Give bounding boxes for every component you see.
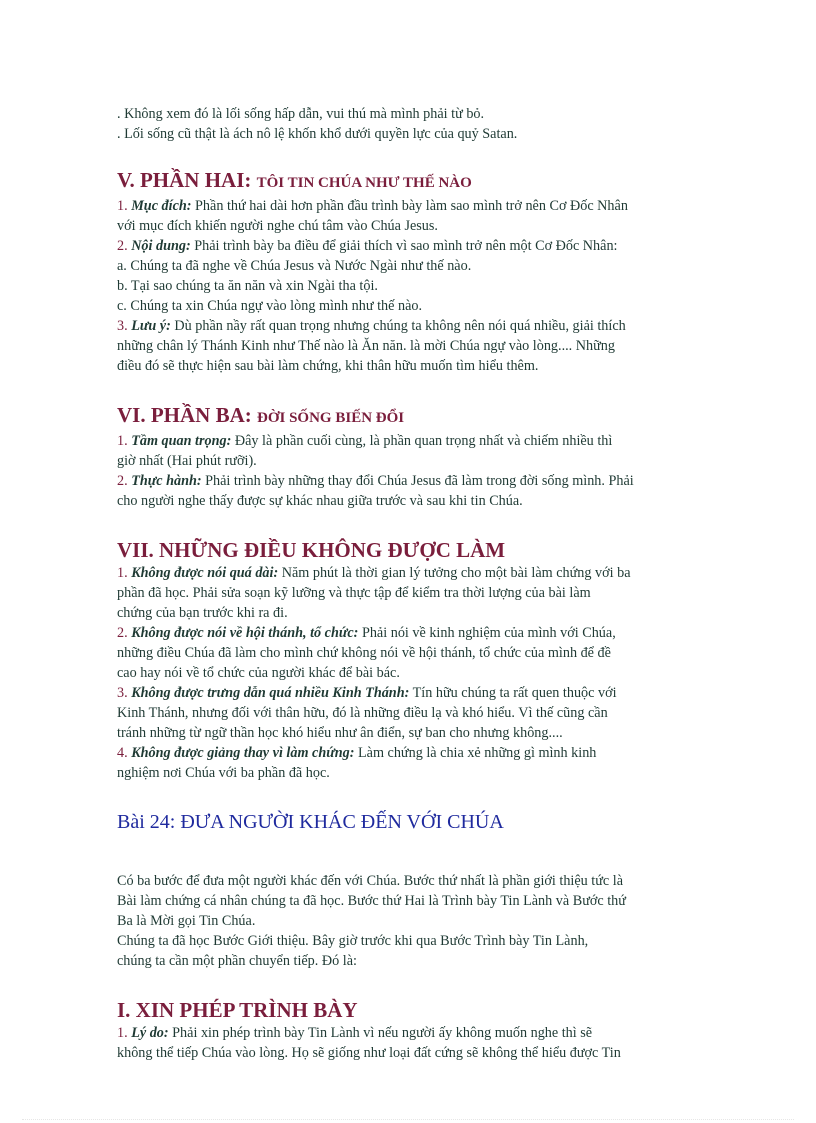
section-7-heading: VII. NHỮNG ĐIỀU KHÔNG ĐƯỢC LÀM: [117, 538, 506, 562]
sec5-item2-b: b. Tại sao chúng ta ăn năn và xin Ngài tha tội.: [117, 278, 378, 294]
sec5-item3: 3. Lưu ý: Dù phần nầy rất quan trọng nhưng chúng ta không nên nói quá nhiều, giải thích: [117, 318, 626, 334]
sec1-item1-cont: không thể tiếp Chúa vào lòng. Họ sẽ giống như loại đất cứng sẽ không thể hiểu được Tin: [117, 1045, 621, 1061]
sec5-item2: 2. Nội dung: Phải trình bày ba điều để giải thích vì sao mình trở nên một Cơ Đốc Nhân:: [117, 238, 618, 254]
section-6-subtitle: ĐỜI SỐNG BIẾN ĐỔI: [257, 410, 405, 426]
sec7-item1-cont2: chứng của bạn trước khi ra đi.: [117, 605, 288, 621]
sec5-item3-cont1: những chân lý Thánh Kinh như Thế nào là Ăn năn. là mời Chúa ngự vào lòng.... Những: [117, 338, 615, 354]
page-bottom-divider: [22, 1119, 794, 1120]
sec7-item1-cont1: phần đã học. Phải sửa soạn kỹ lưỡng và thực tập để kiểm tra thời lượng của bài làm: [117, 585, 591, 601]
sec7-item3-cont1: Kinh Thánh, nhưng đối với thân hữu, đó là những điều lạ và khó hiểu. Vì thế cũng cần: [117, 705, 608, 721]
sec6-item2-cont: cho người nghe thấy được sự khác nhau giữa trước và sau khi tin Chúa.: [117, 493, 523, 509]
lesson-para-line4: Chúng ta đã học Bước Giới thiệu. Bây giờ trước khi qua Bước Trình bày Tin Lành,: [117, 933, 589, 949]
lesson-para-line2: Bài làm chứng cá nhân chúng ta đã học. Bước thứ Hai là Trình bày Tin Lành và Bước thứ: [117, 893, 626, 909]
sec5-item1-cont: với mục đích khiến người nghe chú tâm vào Chúa Jesus.: [117, 218, 438, 234]
document-page: [117, 104, 707, 1063]
sec5-item1: 1. Mục đích: Phần thứ hai dài hơn phần đầu trình bày làm sao mình trở nên Cơ Đốc Nhân: [117, 198, 628, 214]
intro-line-1: . Không xem đó là lối sống hấp dẫn, vui thú mà mình phải từ bỏ.: [117, 106, 485, 122]
sec6-item2: 2. Thực hành: Phải trình bày những thay đổi Chúa Jesus đã làm trong đời sống mình. Phải: [117, 473, 634, 489]
sec7-item3-cont2: tránh những từ ngữ thần học khó hiểu như ân điển, sự ban cho nhưng không....: [117, 725, 563, 741]
sec6-item1-cont: giờ nhất (Hai phút rưỡi).: [117, 453, 257, 469]
sec7-item2-cont2: cao hay nói về tổ chức của người khác để bài bác.: [117, 665, 400, 681]
sec7-item3: 3. Không được trưng dẫn quá nhiều Kinh Thánh: Tín hữu chúng ta rất quen thuộc với: [117, 685, 617, 701]
section-6-heading: VI. PHẦN BA: ĐỜI SỐNG BIẾN ĐỔI: [117, 403, 405, 427]
sec1-item1: 1. Lý do: Phải xin phép trình bày Tin Lành vì nếu người ấy không muốn nghe thì sẽ: [117, 1025, 593, 1041]
section-1-heading: I. XIN PHÉP TRÌNH BÀY: [117, 998, 358, 1022]
section-5-subtitle: TÔI TIN CHÚA NHƯ THẾ NÀO: [256, 175, 472, 191]
sec7-item4-cont: nghiệm nơi Chúa với ba phần đã học.: [117, 765, 330, 781]
lesson-para-line5: chúng ta cần một phần chuyển tiếp. Đó là:: [117, 953, 357, 969]
sec7-item1: 1. Không được nói quá dài: Năm phút là thời gian lý tưởng cho một bài làm chứng với ba: [117, 565, 631, 581]
sec7-item2-cont1: những điều Chúa đã làm cho mình chứ không nói về hội thánh, tổ chức của mình để đề: [117, 645, 611, 661]
sec7-item2: 2. Không được nói về hội thánh, tổ chức: Phải nói về kinh nghiệm của mình với Chúa,: [117, 625, 616, 641]
lesson-para-line3: Ba là Mời gọi Tin Chúa.: [117, 913, 256, 929]
sec5-item2-c: c. Chúng ta xin Chúa ngự vào lòng mình như thế nào.: [117, 298, 423, 314]
intro-line-2: . Lối sống cũ thật là ách nô lệ khốn khổ dưới quyền lực của quỷ Satan.: [117, 126, 518, 142]
lesson-para-line1: Có ba bước để đưa một người khác đến với Chúa. Bước thứ nhất là phần giới thiệu tức là: [117, 873, 624, 889]
section-5-heading: V. PHẦN HAI: TÔI TIN CHÚA NHƯ THẾ NÀO: [117, 168, 472, 192]
sec5-item2-a: a. Chúng ta đã nghe về Chúa Jesus và Nước Ngài như thế nào.: [117, 258, 472, 274]
sec5-item3-cont2: điều đó sẽ thực hiện sau bài làm chứng, khi thân hữu muốn tìm hiểu thêm.: [117, 358, 539, 374]
sec6-item1: 1. Tầm quan trọng: Đây là phần cuối cùng, là phần quan trọng nhất và chiếm nhiều thì: [117, 433, 613, 449]
lesson-heading: Bài 24: ĐƯA NGƯỜI KHÁC ĐẾN VỚI CHÚA: [117, 811, 504, 833]
sec7-item4: 4. Không được giảng thay vì làm chứng: Làm chứng là chia xẻ những gì mình kinh: [117, 745, 597, 761]
